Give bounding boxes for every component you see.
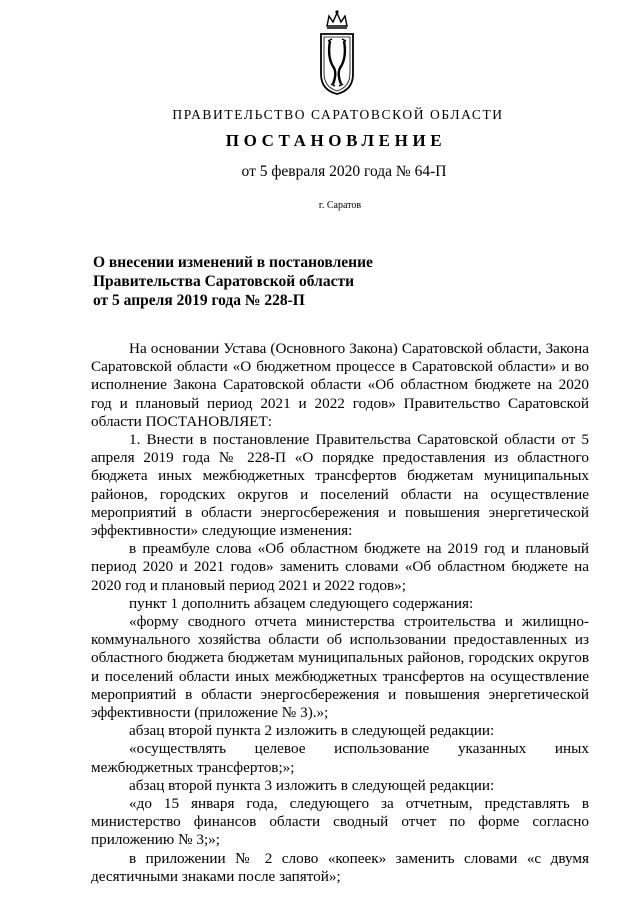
saratov-coat-of-arms-emblem: [314, 8, 360, 98]
body-paragraph-item-1: 1. Внести в постановление Правительства Саратовской области от 5 апреля 2019 года № 228-П «О порядке предоставления из областного бюджета иных межбюджетных трансфертов бюджетам муниципальных районов, городских округов и поселений области на осуществление мероприятий в области энергосбережения и повышения энергетической эффективности» следующие изменения:: [91, 431, 589, 540]
body-paragraph: абзац второй пункта 2 изложить в следующей редакции:: [129, 722, 495, 740]
document-type-title: ПОСТАНОВЛЕНИЕ: [225, 131, 447, 150]
issuing-authority: ПРАВИТЕЛЬСТВО САРАТОВСКОЙ ОБЛАСТИ: [172, 107, 504, 122]
body-paragraph-quote: «до 15 января года, следующего за отчетным, представлять в министерство финансов области сводный отчет по форме согласно приложению № 3;»;: [91, 795, 589, 849]
body-paragraph-preamble: На основании Устава (Основного Закона) Саратовской области, Закона Саратовской области «О бюджетном процессе в Саратовской области» и во исполнение Закона Саратовской области «Об областном бюджете на 2020 год и плановый период 2021 и 2022 годов» Правительство Саратовской области ПОСТАНОВЛЯЕТ:: [91, 340, 589, 430]
body-paragraph-quote: «форму сводного отчета министерства строительства и жилищно-коммунального хозяйства области об использовании предоставленных из областного бюджета бюджетам муниципальных районов, городских округов и поселений области иных межбюджетных трансфертов на осуществление мероприятий в области энергосбережения и повышения энергетической эффективности (приложение № 3).»;: [91, 613, 589, 722]
document-subject: [93, 253, 453, 310]
subject-line: О внесении изменений в постановление: [93, 254, 373, 271]
subject-line: от 5 апреля 2019 года № 228-П: [93, 292, 305, 309]
body-paragraph: в преамбуле слова «Об областном бюджете на 2019 год и плановый период 2020 и 2021 годов» заменить словами «Об областном бюджете на 2020 год и плановый период 2021 и 2022 годов»;: [91, 540, 589, 594]
body-paragraph: в приложении № 2 слово «копеек» заменить словами «с двумя десятичными знаками после запятой»;: [91, 849, 589, 885]
body-paragraph: пункт 1 дополнить абзацем следующего содержания:: [129, 594, 474, 612]
body-paragraph: абзац второй пункта 3 изложить в следующей редакции:: [129, 776, 495, 794]
document-body: [91, 340, 589, 886]
subject-line: Правительства Саратовской области: [93, 273, 354, 290]
body-paragraph-quote: «осуществлять целевое использование указанных иных межбюджетных трансфертов;»;: [91, 740, 589, 776]
document-date-number: от 5 февраля 2020 года № 64-П: [241, 163, 447, 180]
issue-city: г. Саратов: [318, 200, 362, 211]
